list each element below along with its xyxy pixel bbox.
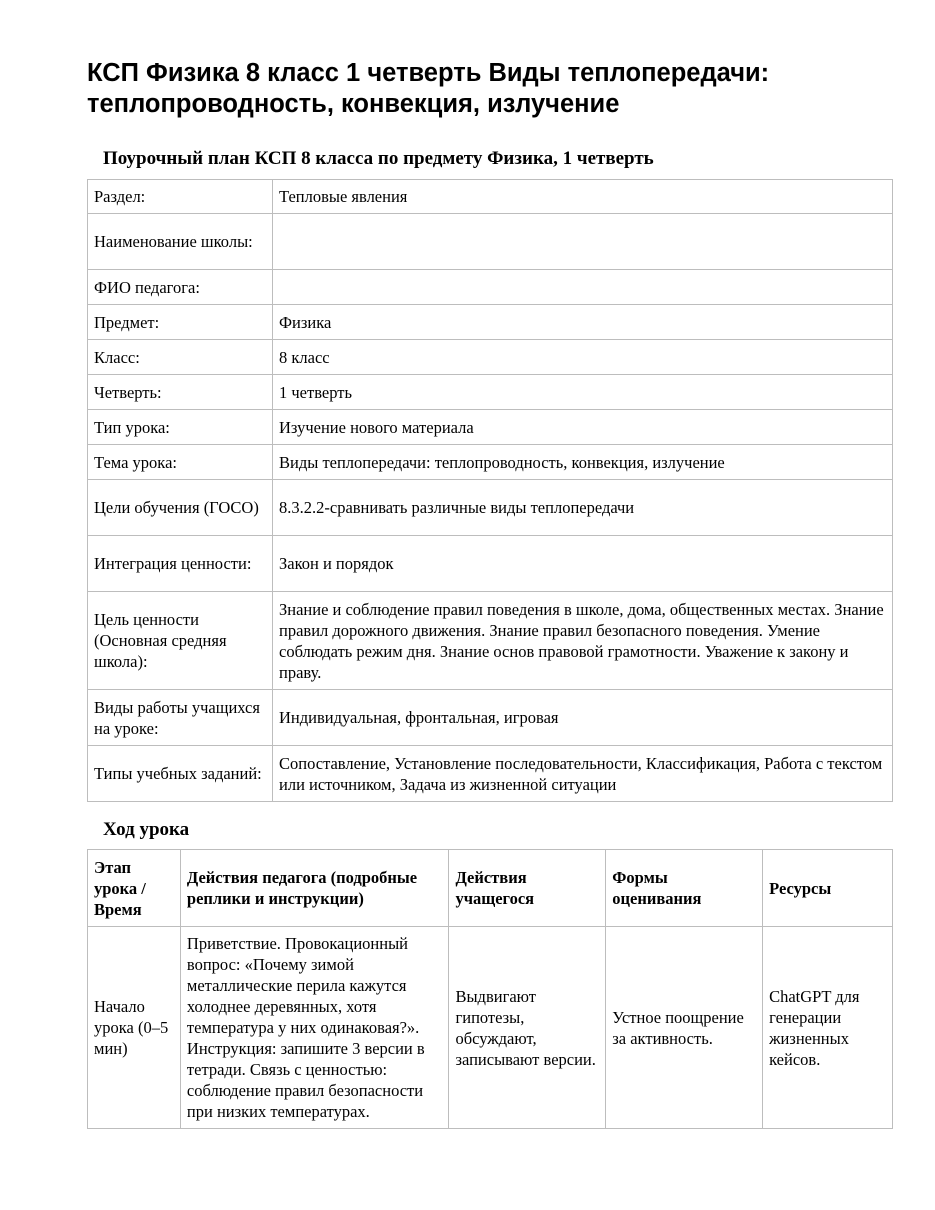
- info-row-subject: [88, 305, 893, 340]
- info-value: [273, 214, 893, 270]
- student-actions-cell: Выдвигают гипотезы, обсуждают, записывают версии.: [449, 927, 606, 1129]
- info-row-section: [88, 180, 893, 214]
- table-row: [88, 927, 893, 1129]
- lesson-flow-table: [87, 849, 893, 1129]
- column-header-teacher-actions: Действия педагога (подробные реплики и инструкции): [180, 850, 449, 927]
- column-header-student-actions: Действия учащегося: [449, 850, 606, 927]
- document-page: [87, 58, 893, 1129]
- column-header-resources: Ресурсы: [763, 850, 893, 927]
- info-row-teacher: [88, 270, 893, 305]
- column-header-stage: Этап урока / Время: [88, 850, 181, 927]
- info-value: Изучение нового материала: [273, 410, 893, 445]
- info-key: Предмет:: [88, 305, 273, 340]
- stage-cell: Начало урока (0–5 мин): [88, 927, 181, 1129]
- info-value: Тепловые явления: [273, 180, 893, 214]
- info-key: Интеграция ценности:: [88, 536, 273, 592]
- info-key: Раздел:: [88, 180, 273, 214]
- info-key: Четверть:: [88, 375, 273, 410]
- info-row-quarter: [88, 375, 893, 410]
- info-row-work-types: [88, 690, 893, 746]
- info-key: Цель ценности (Основная средняя школа):: [88, 592, 273, 690]
- info-value: Виды теплопередачи: теплопроводность, конвекция, излучение: [273, 445, 893, 480]
- info-key: Цели обучения (ГОСО): [88, 480, 273, 536]
- info-value: Сопоставление, Установление последовательности, Классификация, Работа с текстом или источником, Задача из жизненной ситуации: [273, 746, 893, 802]
- info-row-lesson-type: [88, 410, 893, 445]
- info-row-grade: [88, 340, 893, 375]
- teacher-actions-cell: Приветствие. Провокационный вопрос: «Почему зимой металлические перила кажутся холоднее деревянных, хотя температура у них одинаковая?». Инструкция: запишите 3 версии в тетради. Связь с ценностью: соблюдение правил безопасности при низких температурах.: [180, 927, 449, 1129]
- info-value: [273, 270, 893, 305]
- info-key: Тип урока:: [88, 410, 273, 445]
- info-key: ФИО педагога:: [88, 270, 273, 305]
- info-key: Класс:: [88, 340, 273, 375]
- lesson-info-table: [87, 179, 893, 802]
- info-key: Типы учебных заданий:: [88, 746, 273, 802]
- info-row-value-integration: [88, 536, 893, 592]
- assessment-cell: Устное поощрение за активность.: [606, 927, 763, 1129]
- column-header-assessment: Формы оценивания: [606, 850, 763, 927]
- info-key: Виды работы учащихся на уроке:: [88, 690, 273, 746]
- info-row-task-types: [88, 746, 893, 802]
- resources-cell: ChatGPT для генерации жизненных кейсов.: [763, 927, 893, 1129]
- document-title: КСП Физика 8 класс 1 четверть Виды теплопередачи: теплопроводность, конвекция, излучение: [87, 59, 770, 118]
- info-value: Знание и соблюдение правил поведения в школе, дома, общественных местах. Знание правил дорожного движения. Знание правил безопасного поведения. Умение соблюдать режим дня. Знание основ правовой грамотности. Уважение к закону и праву.: [273, 592, 893, 690]
- plan-heading: Поурочный план КСП 8 класса по предмету Физика, 1 четверть: [103, 148, 654, 169]
- info-value: Индивидуальная, фронтальная, игровая: [273, 690, 893, 746]
- info-row-value-goal: [88, 592, 893, 690]
- info-value: 8 класс: [273, 340, 893, 375]
- info-value: Физика: [273, 305, 893, 340]
- lesson-flow-heading: Ход урока: [103, 819, 190, 840]
- info-row-school: [88, 214, 893, 270]
- info-key: Тема урока:: [88, 445, 273, 480]
- info-value: 1 четверть: [273, 375, 893, 410]
- info-row-topic: [88, 445, 893, 480]
- info-key: Наименование школы:: [88, 214, 273, 270]
- flow-header-row: [88, 850, 893, 927]
- info-value: 8.3.2.2-сравнивать различные виды теплопередачи: [273, 480, 893, 536]
- info-row-learning-goals: [88, 480, 893, 536]
- info-value: Закон и порядок: [273, 536, 893, 592]
